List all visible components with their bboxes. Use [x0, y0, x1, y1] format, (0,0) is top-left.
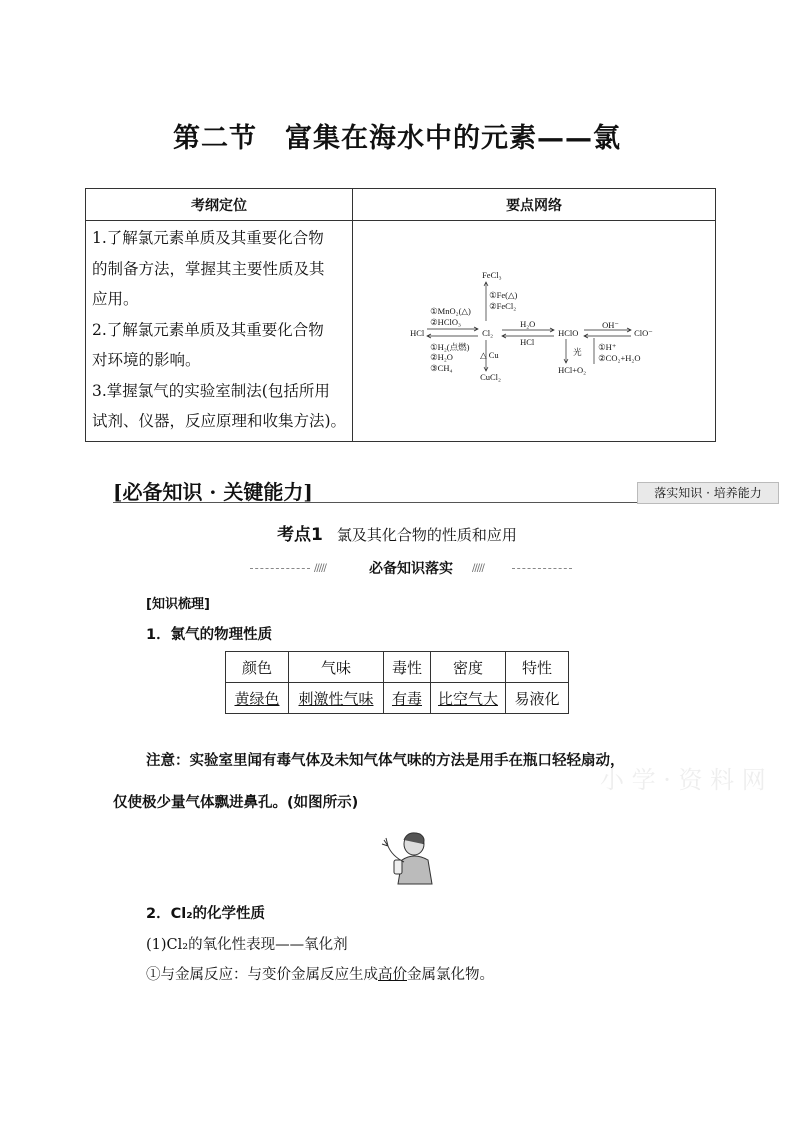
hatch-decoration-left: /////	[314, 563, 326, 574]
outline-line: 应用。	[92, 290, 139, 308]
section-tag: 落实知识 · 培养能力	[637, 482, 779, 504]
h2o-condition: ②H₂O	[430, 352, 453, 363]
outline-line: 对环境的影响。	[92, 351, 201, 369]
prop-header: 颜色	[226, 652, 289, 683]
note-line-1: 注意：实验室里闻有毒气体及未知气体气味的方法是用手在瓶口轻轻扇动，	[146, 753, 625, 769]
prop-header: 特性	[506, 652, 569, 683]
topic-title: 氯及其化合物的性质和应用	[336, 526, 517, 544]
hcl-under-label: HCl	[520, 337, 535, 348]
note-line-2: 仅使极少量气体飘进鼻孔。(如图所示)	[113, 795, 359, 811]
outline-line: 3.掌握氯气的实验室制法(包括所用	[92, 381, 330, 400]
network-cell	[353, 221, 716, 442]
network-header: 要点网络	[353, 189, 716, 221]
section-divider	[113, 502, 711, 503]
prop-header: 气味	[289, 652, 384, 683]
h2-condition: ①H₂(点燃)	[430, 342, 470, 353]
item-2-1-a-underlined: 高价	[378, 967, 407, 983]
light-condition: 光	[573, 347, 582, 358]
hcl-label: HCl	[410, 328, 425, 339]
page-title: 第二节 富集在海水中的元素——氯	[173, 123, 621, 154]
reaction-network-diagram	[354, 224, 714, 437]
hclo3-condition: ②HClO₃	[430, 317, 461, 328]
fecl3-label: FeCl₃	[482, 270, 502, 281]
cl2-label: Cl₂	[482, 328, 494, 339]
item-2-1-a	[146, 963, 494, 984]
outline-line: 试剂、仪器，反应原理和收集方法)。	[92, 412, 347, 430]
subsection-line-right	[512, 568, 572, 569]
prop-value: 有毒	[384, 683, 431, 714]
item-1-heading: 1．氯气的物理性质	[146, 627, 273, 643]
item-2-1-a-post: 金属氯化物。	[407, 967, 494, 983]
outline-line: 2.了解氯元素单质及其重要化合物	[92, 320, 324, 339]
subsection-line-left	[250, 568, 310, 569]
outline-header: 考纲定位	[86, 189, 353, 221]
smelling-gas-illustration	[378, 826, 442, 888]
outline-line: 1.了解氯元素单质及其重要化合物	[92, 229, 324, 247]
prop-value: 黄绿色	[226, 683, 289, 714]
subsection-bar	[250, 558, 572, 578]
fe-condition: ①Fe(△)	[489, 290, 518, 301]
cu-condition: △ Cu	[480, 350, 499, 361]
hcl-o2-label: HCl+O₂	[558, 365, 587, 376]
item-2-1-a-pre: ①与金属反应：与变价金属反应生成	[146, 967, 378, 983]
item-2-1-heading: (1)Cl₂的氧化性表现——氧化剂	[146, 937, 348, 953]
fecl2-condition: ②FeCl₂	[489, 301, 517, 312]
hclo-label: HClO	[558, 328, 579, 339]
prop-header: 密度	[431, 652, 506, 683]
reaction-arrows	[354, 224, 714, 437]
outline-line: 的制备方法，掌握其主要性质及其	[92, 259, 325, 278]
mno2-condition: ①MnO₂(△)	[430, 306, 471, 317]
outline-cell	[86, 221, 353, 442]
prop-header: 毒性	[384, 652, 431, 683]
physical-properties-table	[225, 651, 569, 714]
oh-label: OH⁻	[602, 320, 619, 331]
prop-value: 易液化	[506, 683, 569, 714]
item-2-heading: 2．Cl₂的化学性质	[146, 906, 266, 922]
knowledge-label: [知识梳理]	[146, 597, 210, 612]
prop-value: 刺激性气味	[289, 683, 384, 714]
topic-label: 考点1	[277, 525, 323, 545]
hplus-condition: ①H⁺	[598, 342, 617, 353]
cucl2-label: CuCl₂	[480, 372, 501, 383]
clo-label: ClO⁻	[634, 328, 653, 339]
watermark: 小 学 · 资 料 网	[600, 766, 766, 794]
h2o-label: H₂O	[520, 319, 536, 330]
hatch-decoration-right: /////	[472, 563, 484, 574]
section-header: [必备知识 · 关键能力]	[113, 480, 313, 504]
overview-table	[85, 188, 716, 442]
subsection-title: 必备知识落实	[369, 561, 453, 577]
ch4-condition: ③CH₄	[430, 363, 453, 374]
prop-value: 比空气大	[431, 683, 506, 714]
topic-heading	[0, 520, 794, 545]
co2-condition: ②CO₂+H₂O	[598, 353, 641, 364]
